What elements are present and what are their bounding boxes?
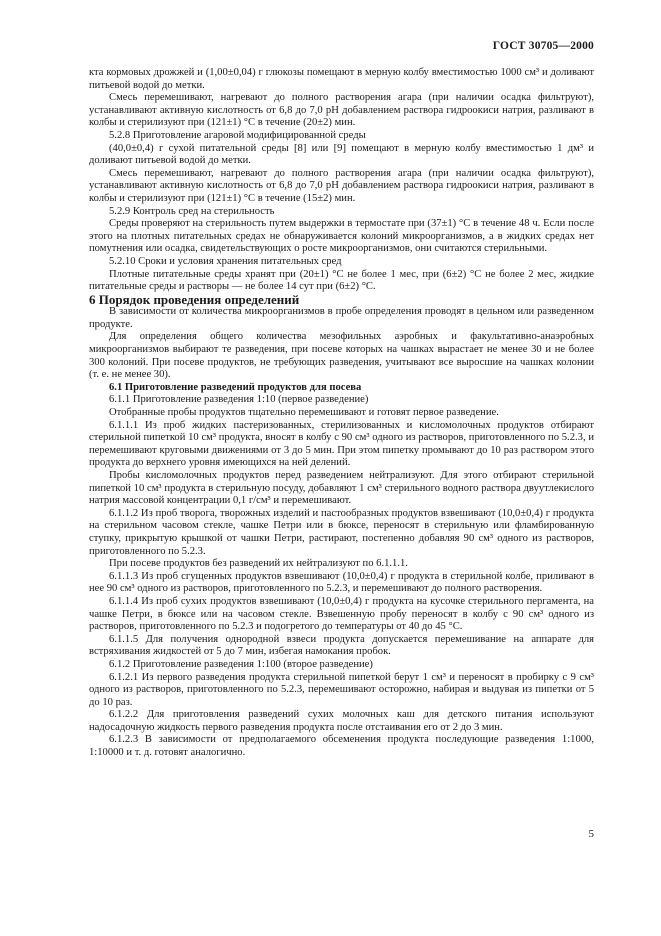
- paragraph: 6.1.1.5 Для получения однородной взвеси продукта допускается перемешивание на аппарате для встряхивания жидкостей от 5 до 7 мин, избегая намокания пробок.: [89, 633, 594, 658]
- subsection-heading: 6.1 Приготовление разведений продуктов для посева: [109, 381, 362, 393]
- section-heading: 6 Порядок проведения определений: [89, 291, 300, 307]
- paragraph: 6.1.1.4 Из проб сухих продуктов взвешивают (10,0±0,4) г продукта на кусочке стерильного пергамента, на чашке Петри, в бюксе или на часовом стекле. Взвешенную пробу переносят в колбу с 90 см³ одного из растворов, приготовленного по 5.2.3 и подогретого до температуры от 40 до 45 °С.: [89, 595, 594, 633]
- paragraph: При посеве продуктов без разведений их нейтрализуют по 6.1.1.1.: [109, 558, 408, 570]
- paragraph: кта кормовых дрожжей и (1,00±0,04) г глюкозы помещают в мерную колбу вместимостью 1000 см³ и доливают питьевой водой до метки.: [89, 67, 594, 91]
- paragraph: 6.1.1 Приготовление разведения 1:10 (первое разведение): [109, 394, 369, 406]
- paragraph: Плотные питательные среды хранят при (20±1) °С не более 1 мес, при (6±2) °С не более 2 мес, жидкие питательные среды и растворы — не более 14 сут при (6±2) °С.: [89, 268, 594, 293]
- paragraph: Смесь перемешивают, нагревают до полного растворения агара (при наличии осадка фильтруют), устанавливают активную кислотность от 6,8 до 7,0 pH добавлением раствора гидроокиси натрия, разливают в колбы и стерилизуют при (121±1) °С в течение (20±2) мин.: [89, 92, 594, 129]
- paragraph: 5.2.8 Приготовление агаровой модифицированной среды: [109, 129, 366, 141]
- paragraph: 6.1.1.1 Из проб жидких пастеризованных, стерилизованных и кисломолочных продуктов отбирают стерильной пипеткой 10 см³ продукта, вносят в колбу с 90 см³ одного из растворов, приготовленного по 5.2.3, и перемешивают круговыми движениями от 3 до 5 мин. При этом пипетку промывают до 10 раз раствором этого продукта до верхнего уровня имеющихся на ней делений.: [89, 419, 594, 469]
- paragraph: Отобранные пробы продуктов тщательно перемешивают и готовят первое разведение.: [109, 407, 499, 419]
- paragraph: В зависимости от количества микроорганизмов в пробе определения проводят в цельном или разведенном продукте.: [89, 306, 594, 330]
- paragraph: Пробы кисломолочных продуктов перед разведением нейтрализуют. Для этого отбирают стерильной пипеткой 10 см³ продукта в стерильную посуду, добавляют 1 см³ стерильного водного раствора двуутлекислого натрия массовой концентрации 0,1 г/см³ и перемешивают.: [89, 470, 594, 507]
- paragraph: 6.1.1.2 Из проб творога, творожных изделий и пастообразных продуктов взвешивают (10,0±0,4) г продукта на стерильном часовом стекле, чашке Петри или в бюксе, переносят в стерильную или фламбированную ступку, прикрытую крышкой от чашки Петри, растирают, постепенно добавляя 90 см³ одного из растворов, приготовленного по 5.2.3.: [89, 507, 594, 557]
- standard-code-header: ГОСТ 30705—2000: [492, 40, 594, 52]
- paragraph: Для определения общего количества мезофильных аэробных и факультативно-анаэробных микроорганизмов выбирают те разведения, при посеве которых на чашках вырастает не менее 30 и не более 300 колоний. При посеве продуктов, не требующих разведения, учитывают все выросшие на чашках колонии (т. е. не менее 30).: [89, 331, 594, 381]
- paragraph: 6.1.2.1 Из первого разведения продукта стерильной пипеткой берут 1 см³ и переносят в пробирку с 9 см³ одного из растворов, приготовленного по 5.2.3, перемешивают осторожно, набирая и выдувая из пипетки от 5 до 10 раз.: [89, 671, 594, 708]
- paragraph: Смесь перемешивают, нагревают до полного растворения агара (при наличии осадка фильтруют), устанавливают активную кислотность от 6,8 до 7,0 pH добавлением раствора гидроокиси натрия, разливают в колбы и стерилизуют при (121±1) °С в течение (15±2) мин.: [89, 167, 594, 204]
- paragraph: 6.1.1.3 Из проб сгущенных продуктов взвешивают (10,0±0,4) г продукта в стерильной колбе, приливают в нее 90 см³ одного из растворов, приготовленного по 5.2.3, и перемешивают до полного растворения.: [89, 570, 594, 595]
- paragraph: 6.1.2 Приготовление разведения 1:100 (второе разведение): [109, 658, 373, 670]
- page-number: 5: [588, 828, 594, 840]
- paragraph: 6.1.2.2 Для приготовления разведений сухих молочных каш для детского питания используют надосадочную жидкость первого разведения продукта после отстаивания его от 2 до 3 мин.: [89, 709, 594, 733]
- paragraph: (40,0±0,4) г сухой питательной среды [8] или [9] помещают в мерную колбу вместимостью 1 дм³ и доливают питьевой водой до метки.: [89, 142, 594, 167]
- body-text: [89, 67, 594, 760]
- paragraph: 5.2.9 Контроль сред на стерильность: [109, 205, 275, 217]
- paragraph: 6.1.2.3 В зависимости от предполагаемого обсеменения продукта последующие разведения 1:1000, 1:10000 и т. д. готовят аналогично.: [89, 734, 594, 759]
- paragraph: 5.2.10 Сроки и условия хранения питательных сред: [109, 255, 342, 267]
- paragraph: Среды проверяют на стерильность путем выдержки в термостате при (37±1) °С в течение 48 ч. Если после этого на плотных питательных средах не обнаруживается колоний микроорганизмов, а в жидких средах нет помутнения или осадка, свидетельствующих о росте микроорганизмов, они считаются стерильными.: [89, 218, 594, 255]
